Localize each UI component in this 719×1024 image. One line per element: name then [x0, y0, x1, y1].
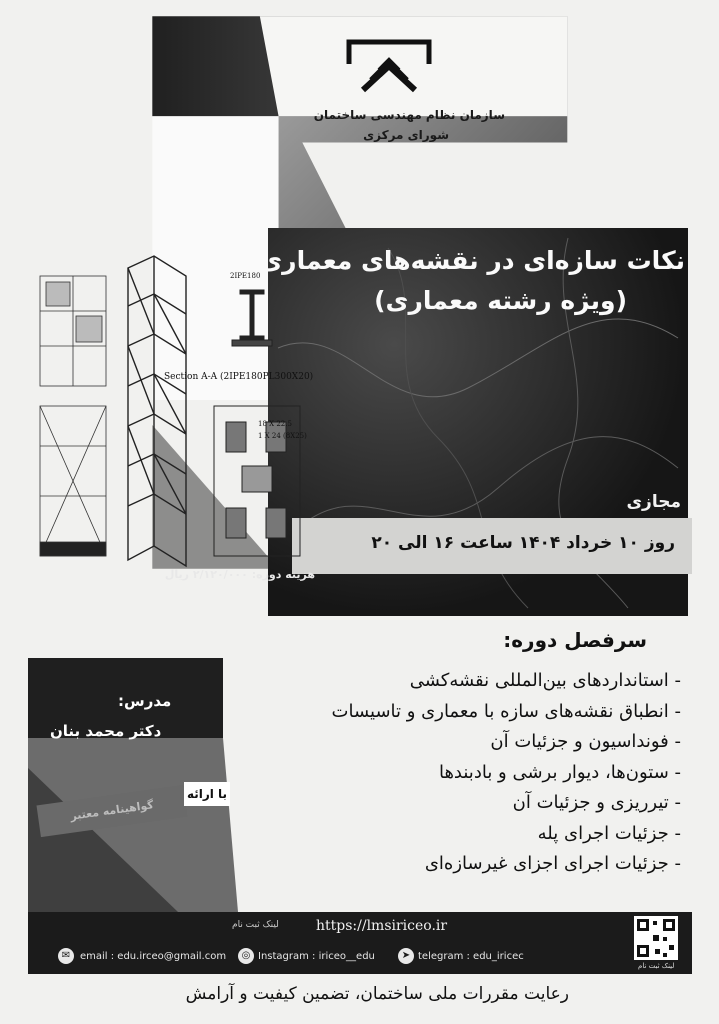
list-item: - استانداردهای بین‌المللی نقشه‌کشی: [409, 670, 681, 691]
list-item: - جزئیات اجرای اجزای غیرسازه‌ای: [424, 853, 681, 874]
list-item: - تیرریزی و جزئیات آن: [512, 792, 681, 813]
beam-label: 2IPE180: [230, 272, 261, 280]
org-subname: شورای مرکزی: [363, 128, 449, 142]
list-item: - فونداسیون و جزئیات آن: [490, 731, 681, 752]
email-contact[interactable]: email : edu.irceo@gmail.com: [80, 951, 227, 962]
course-title: نکات سازه‌ای در نقشه‌های معماری: [259, 246, 685, 275]
qr-label: لینک ثبت نام: [638, 962, 675, 970]
instructor-name: دکتر محمد بنان: [50, 722, 162, 740]
telegram-contact[interactable]: telegram : edu_iricec: [418, 951, 524, 962]
syllabus-heading: سرفصل دوره:: [503, 628, 647, 652]
structural-drawings: [36, 246, 326, 576]
instructor-label: مدرس:: [118, 692, 172, 710]
certificate-stamp: گواهینامه معتبر: [36, 785, 187, 837]
register-label: لینک ثبت نام: [232, 920, 279, 930]
course-schedule: روز ۱۰ خرداد ۱۴۰۴ ساعت ۱۶ الی ۲۰: [371, 533, 675, 553]
house-roof-logo-icon: [345, 34, 433, 98]
instagram-contact[interactable]: Instagram : iriceo__edu: [258, 951, 375, 962]
slogan: رعایت مقررات ملی ساختمان، تضمین کیفیت و آرامش: [185, 984, 569, 1004]
mail-icon: ✉: [58, 948, 74, 964]
qr-code[interactable]: [634, 916, 678, 960]
org-name: سازمان نظام مهندسی ساختمان: [313, 108, 505, 122]
course-mode: مجازی: [626, 492, 681, 512]
telegram-icon: ➤: [398, 948, 414, 964]
list-item: - ستون‌ها، دیوار برشی و بادبندها: [438, 761, 681, 783]
list-item: - انطباق نقشه‌های سازه با معماری و تاسیسات: [331, 700, 681, 722]
list-item: - جزئیات اجرای پله: [537, 822, 681, 844]
course-fee: هزینه دوره: ۲/۱۲۰/۰۰۰ ریال: [164, 568, 315, 581]
registration-link[interactable]: https://lmsiriceo.ir: [316, 918, 448, 934]
syllabus-list: [211, 666, 681, 880]
detail-note-2: 1 X 24 (8X25): [258, 432, 307, 440]
course-subtitle: (ویژه رشته معماری): [374, 286, 627, 315]
detail-note-1: 18 X 22.5: [258, 420, 292, 428]
certificate-prefix: با ارائه: [184, 782, 230, 806]
instagram-icon: ◎: [238, 948, 254, 964]
3d-frame: [128, 256, 186, 566]
section-label: Section A-A (2IPE180PL300X20): [164, 372, 314, 382]
